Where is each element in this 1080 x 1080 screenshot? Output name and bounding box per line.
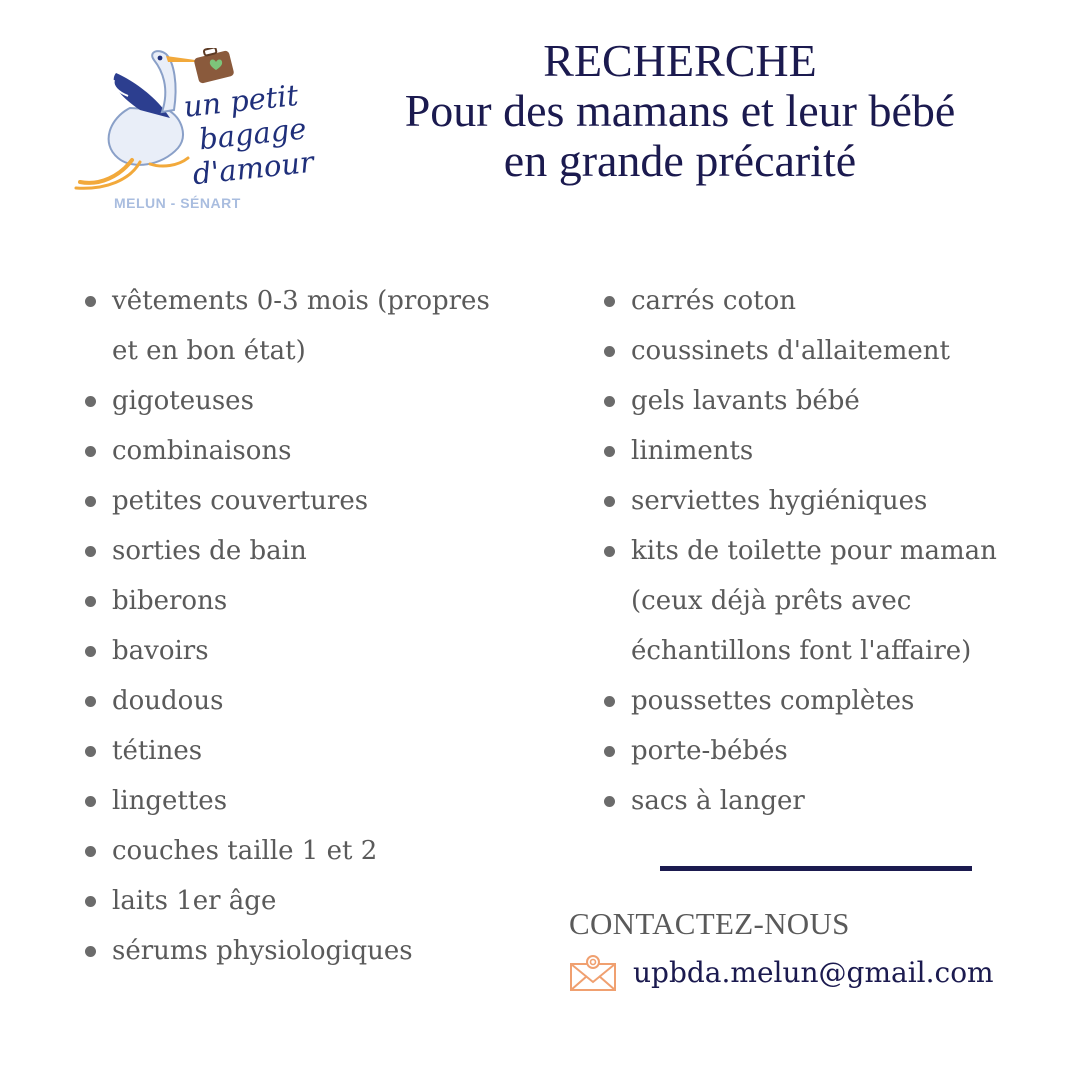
list-item-text: combinaisons	[112, 436, 292, 466]
list-item-text: serviettes hygiéniques	[631, 486, 928, 516]
list-item	[82, 426, 552, 476]
list-item-text: vêtements 0-3 mois (propres	[112, 286, 490, 316]
list-item	[601, 426, 1071, 476]
list-item	[601, 476, 1071, 526]
title-line: en grande précarité	[503, 135, 857, 186]
list-item	[601, 326, 1071, 376]
list-item-text: tétines	[112, 736, 203, 766]
list-item	[82, 776, 552, 826]
list-item-text: poussettes complètes	[631, 686, 915, 716]
logo-script-line: bagage	[197, 111, 308, 157]
list-item-text: lingettes	[112, 786, 228, 816]
list-item	[601, 526, 1071, 676]
list-item	[82, 476, 552, 526]
list-item-text: kits de toilette pour maman	[631, 536, 997, 566]
list-item-text: gigoteuses	[112, 386, 254, 416]
list-item-text: liniments	[631, 436, 754, 466]
list-item-text: sérums physiologiques	[112, 936, 413, 966]
logo-script-line: un petit	[182, 77, 300, 124]
list-item	[601, 276, 1071, 326]
list-item	[601, 376, 1071, 426]
list-item-text: couches taille 1 et 2	[112, 836, 378, 866]
list-item	[82, 876, 552, 926]
list-item-text: et en bon état)	[112, 336, 306, 366]
list-item-text: laits 1er âge	[112, 886, 277, 916]
list-item-text: porte-bébés	[631, 736, 788, 766]
list-item	[601, 776, 1071, 826]
list-item-text: gels lavants bébé	[631, 386, 860, 416]
list-item	[82, 576, 552, 626]
list-item	[82, 726, 552, 776]
page-title	[320, 36, 1040, 186]
list-item	[601, 676, 1071, 726]
contact-email[interactable]: upbda.melun@gmail.com	[633, 956, 994, 989]
list-item	[82, 626, 552, 676]
list-item	[82, 676, 552, 726]
list-item-text: (ceux déjà prêts avec	[631, 586, 912, 616]
list-item	[82, 526, 552, 576]
contact-heading: CONTACTEZ-NOUS	[569, 906, 850, 941]
list-item-text: sorties de bain	[112, 536, 307, 566]
divider	[660, 866, 972, 871]
list-item-text: carrés coton	[631, 286, 796, 316]
list-item-text: petites couvertures	[112, 486, 369, 516]
list-item	[82, 276, 552, 376]
logo-subtitle: MELUN - SÉNART	[114, 195, 241, 211]
envelope-icon	[569, 954, 617, 992]
list-item	[82, 826, 552, 876]
items-list-left	[82, 276, 552, 976]
list-item-text: sacs à langer	[631, 786, 805, 816]
list-item-text: coussinets d'allaitement	[631, 336, 950, 366]
title-line: Pour des mamans et leur bébé	[404, 85, 956, 136]
list-item-text: échantillons font l'affaire)	[631, 636, 972, 666]
logo	[70, 48, 316, 220]
list-item-text: doudous	[112, 686, 224, 716]
list-item	[601, 726, 1071, 776]
title-line: RECHERCHE	[543, 35, 817, 86]
list-item	[82, 926, 552, 976]
list-item	[82, 376, 552, 426]
items-list-right	[601, 276, 1071, 826]
logo-script-line: d'amour	[191, 144, 316, 192]
list-item-text: biberons	[112, 586, 228, 616]
list-item-text: bavoirs	[112, 636, 209, 666]
